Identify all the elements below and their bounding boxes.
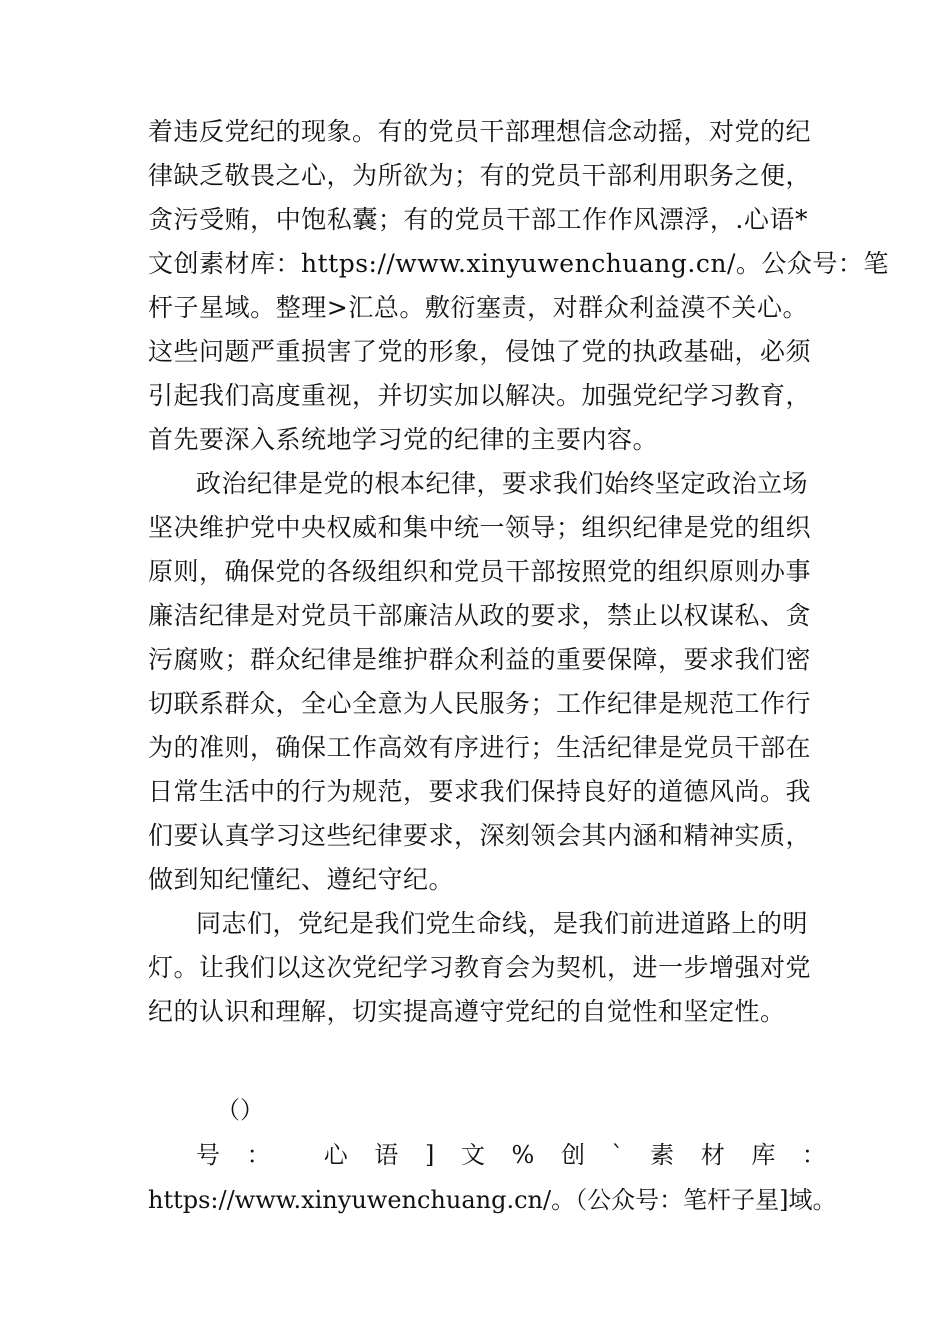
text-line: 首先要深入系统地学习党的纪律的主要内容。 [148, 425, 659, 454]
text-line: 这些问题严重损害了党的形象，侵蚀了党的执政基础，必须 [148, 337, 812, 366]
text-line: 纪的认识和理解，切实提高遵守党纪的自觉性和坚定性。 [148, 997, 786, 1026]
text-line: 原则，确保党的各级组织和党员干部按照党的组织原则办事 [148, 557, 812, 586]
spaced-text-line [196, 1135, 826, 1175]
text-line: 贪污受贿，中饱私囊；有的党员干部工作作风漂浮，.心语* [148, 205, 808, 234]
spaced-char: ] [424, 1141, 435, 1169]
spaced-char: 文 [460, 1141, 485, 1169]
text-line: 坚决维护党中央权威和集中统一领导；组织纪律是党的组织 [148, 513, 812, 542]
spaced-char: ： [801, 1141, 826, 1169]
spaced-char: 库 [751, 1141, 776, 1169]
text-line: 政治纪律是党的根本纪律，要求我们始终坚定政治立场 [196, 469, 809, 498]
spaced-char: ： [246, 1141, 271, 1169]
text-line: 着违反党纪的现象。有的党员干部理想信念动摇，对党的纪 [148, 117, 812, 146]
footer-url-line: https://www.xinyuwenchuang.cn/。（公众号：笔杆子星]域。 [148, 1186, 837, 1214]
bracket-text: （） [216, 1096, 264, 1124]
text-line: 们要认真学习这些纪律要求，深刻领会其内涵和精神实质， [148, 821, 812, 850]
text-line: 为的准则，确保工作高效有序进行；生活纪律是党员干部在 [148, 733, 812, 762]
spaced-char: 创 [560, 1141, 585, 1169]
spaced-char: ` [611, 1141, 624, 1169]
text-line: 做到知纪懂纪、遵纪守纪。 [148, 865, 455, 894]
spaced-char: 心 [323, 1141, 348, 1169]
text-line: 日常生活中的行为规范，要求我们保持良好的道德风尚。我 [148, 777, 812, 806]
text-line: 灯。让我们以这次党纪学习教育会为契机，进一步增强对党 [148, 953, 812, 982]
text-line: 引起我们高度重视，并切实加以解决。加强党纪学习教育， [148, 381, 812, 410]
text-line: 杆子星域。整理>汇总。敷衍塞责，对群众利益漠不关心。 [148, 293, 808, 322]
text-line: 污腐败；群众纪律是维护群众利益的重要保障，要求我们密 [148, 645, 812, 674]
spaced-char: 素 [650, 1141, 675, 1169]
text-line: 律缺乏敬畏之心，为所欲为；有的党员干部利用职务之便， [148, 161, 812, 190]
text-line: 切联系群众，全心全意为人民服务；工作纪律是规范工作行 [148, 689, 812, 718]
spaced-char: 材 [700, 1141, 725, 1169]
text-line: 同志们，党纪是我们党生命线，是我们前进道路上的明 [196, 909, 809, 938]
text-line: 廉洁纪律是对党员干部廉洁从政的要求，禁止以权谋私、贪 [148, 601, 812, 630]
spaced-char: 号 [196, 1141, 220, 1169]
text-line: 文创素材库：https://www.xinyuwenchuang.cn/。公众号：笔 [148, 249, 889, 278]
spaced-char: % [511, 1141, 535, 1169]
spaced-char: 语 [374, 1141, 399, 1169]
